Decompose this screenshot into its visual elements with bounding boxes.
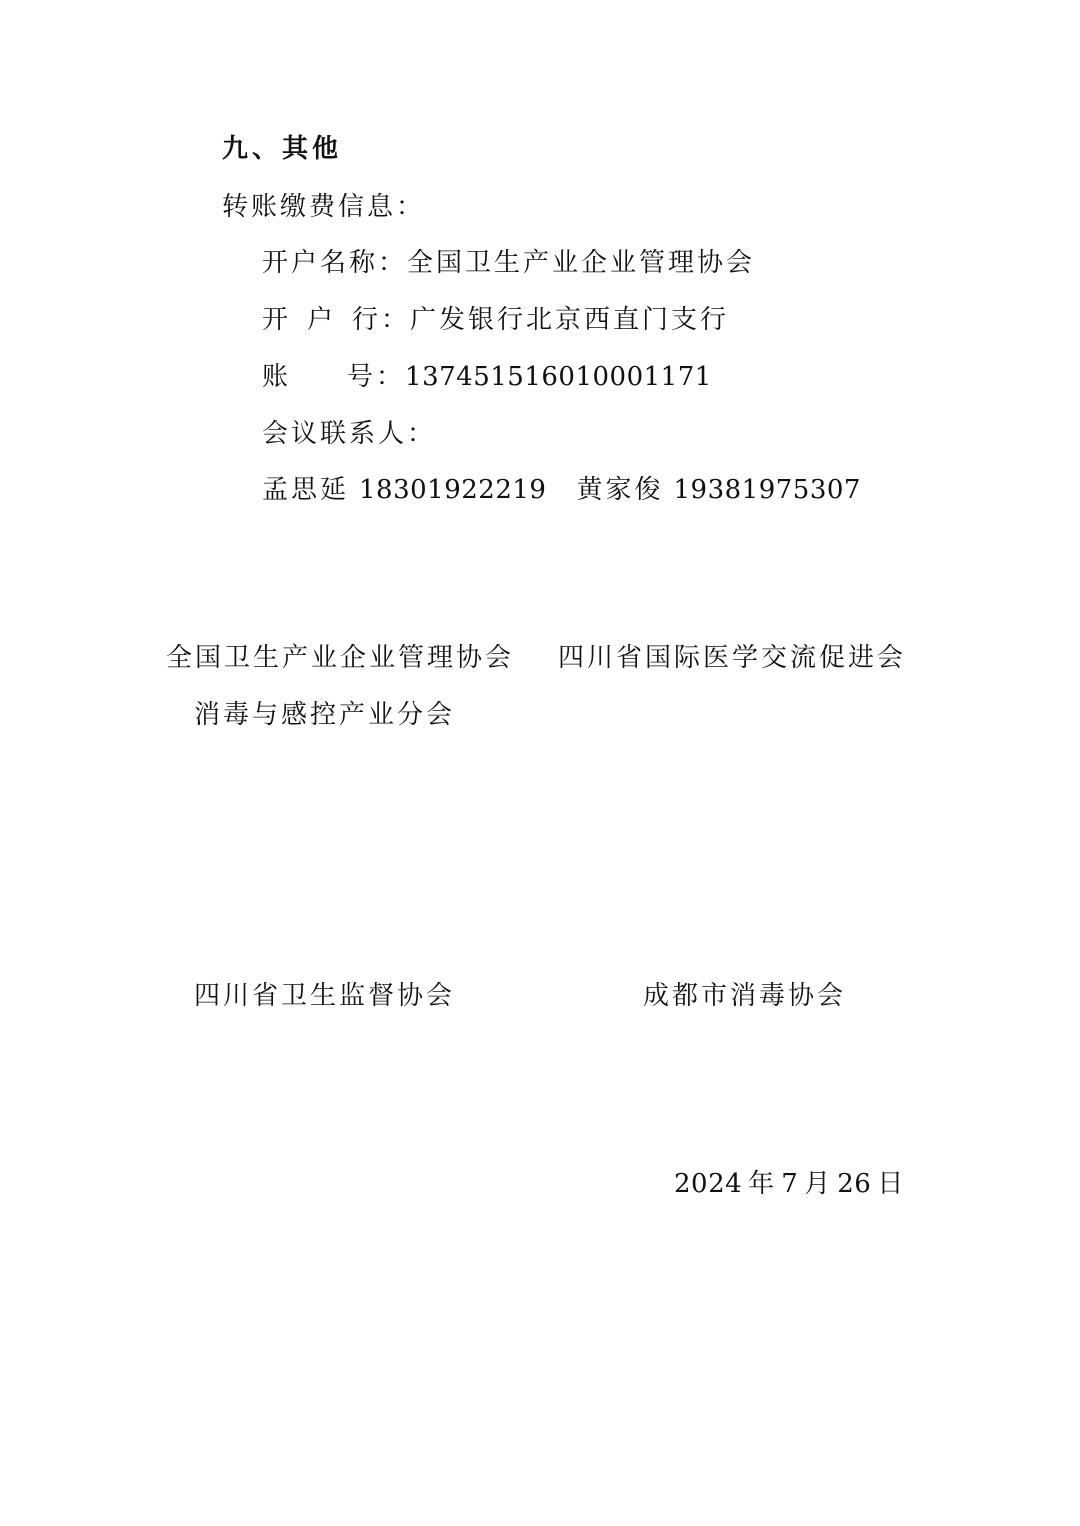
contact2-name: 黄家俊 (576, 475, 664, 505)
date-day: 26 (837, 1169, 872, 1199)
account-number-value: 137451516010001171 (405, 362, 712, 392)
signatory-org1-line2: 消毒与感控产业分会 (194, 700, 456, 730)
date-month-char: 月 (804, 1169, 834, 1199)
payment-intro: 转账缴费信息： (222, 192, 426, 222)
signatory-org3: 四川省卫生监督协会 (194, 981, 456, 1011)
contacts-row (262, 473, 861, 507)
date-year-char: 年 (748, 1169, 778, 1199)
account-name-row (262, 246, 755, 280)
date-month: 7 (781, 1169, 799, 1199)
signatory-org4: 成都市消毒协会 (643, 981, 847, 1011)
section-heading: 九、其他 (222, 134, 343, 164)
bank-row (262, 303, 729, 337)
contact1-phone: 18301922219 (359, 475, 547, 505)
account-number-row (262, 360, 712, 394)
account-number-label-part2: 号： (347, 362, 406, 392)
bank-label-part3: 行： (352, 305, 411, 335)
account-name-label: 开户名称： (262, 248, 408, 278)
date-day-char: 日 (877, 1169, 907, 1199)
bank-label-part1: 开 (262, 305, 292, 335)
bank-value: 广发银行北京西直门支行 (410, 305, 730, 335)
bank-label-part2: 户 (307, 305, 337, 335)
date-year: 2024 (674, 1169, 743, 1199)
signatory-org1-line1: 全国卫生产业企业管理协会 (166, 643, 515, 673)
document-date (674, 1167, 906, 1201)
contact1-name: 孟思延 (262, 475, 350, 505)
contact2-phone: 19381975307 (673, 475, 861, 505)
account-number-label-part1: 账 (262, 362, 292, 392)
signatory-org2: 四川省国际医学交流促进会 (558, 643, 907, 673)
contacts-label: 会议联系人： (262, 419, 437, 449)
account-name-value: 全国卫生产业企业管理协会 (407, 248, 756, 278)
